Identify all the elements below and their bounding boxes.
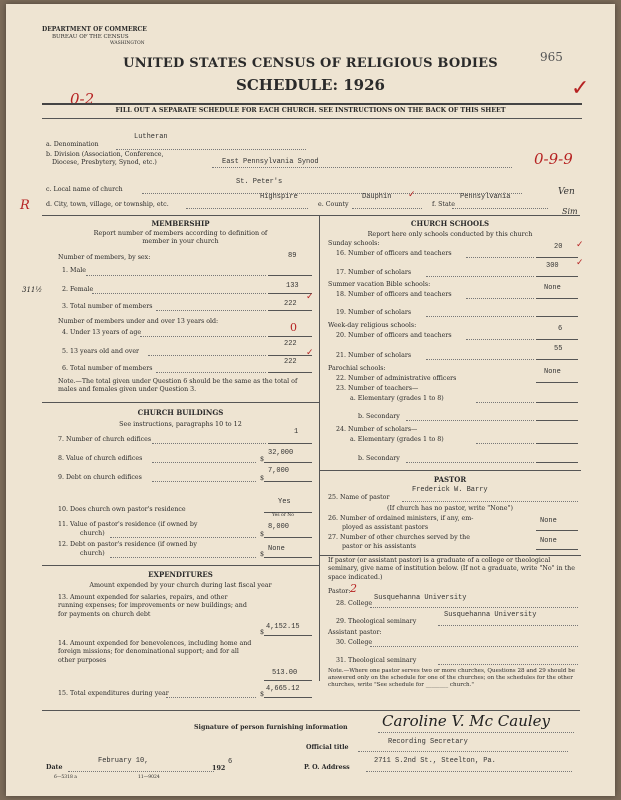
form-number: 6—5318 a [54, 775, 77, 780]
dollar-sign: $ [260, 474, 265, 482]
q20-value: 6 [558, 325, 563, 333]
parochial-schools-label: Parochial schools: [328, 365, 386, 372]
q13-value: 4,152.15 [266, 623, 300, 631]
q11-value: 8,000 [268, 523, 290, 531]
division-value: East Pennsylvania Synod [222, 158, 319, 166]
schools-title: CHURCH SCHOOLS [410, 219, 490, 228]
dollar-sign: $ [260, 455, 265, 463]
denomination-value: Lutheran [134, 133, 168, 141]
q17-value: 300 [546, 262, 559, 270]
po-address-value: 2711 S.2nd St., Steelton, Pa. [374, 757, 496, 765]
check-mark-icon: ✓ [576, 258, 584, 268]
buildings-title: CHURCH BUILDINGS [137, 408, 224, 417]
q14-value: 513.00 [272, 669, 298, 677]
q1-label: 1. Male [62, 267, 86, 274]
membership-intro: Report number of members according to definition of [93, 229, 268, 237]
q16-value: 20 [554, 243, 563, 251]
q22-label: 22. Number of administrative officers [336, 375, 457, 382]
q28-label: 28. College [336, 600, 373, 607]
print-number: 11—9024 [138, 775, 160, 780]
city-label: d. City, town, village, or township, etc. [46, 201, 169, 208]
q8-label: 8. Value of church edifices [58, 455, 143, 462]
year-digit: 6 [228, 758, 233, 766]
check-mark-icon: ✓ [408, 190, 416, 200]
expenditures-subtitle: Amount expended by your church during last fiscal year [89, 581, 272, 589]
q30-label: 30. College [336, 639, 373, 646]
yes-no-hint: Yes or No [272, 513, 294, 518]
q21-value: 55 [554, 345, 563, 353]
local-name-value: St. Peter's [236, 178, 283, 186]
assistant-pastor-subheading: Assistant pastor: [328, 629, 382, 636]
county-label: e. County [318, 201, 349, 208]
margin-note-sim: Sim [562, 207, 578, 216]
q7-value: 1 [294, 428, 299, 436]
bureau-label: BUREAU OF THE CENSUS [52, 34, 129, 40]
handwritten-mark-right: 0-9-9 [534, 150, 573, 168]
dollar-sign: $ [260, 550, 265, 558]
q4-value: 0 [290, 321, 297, 334]
q24-label: 24. Number of scholars— [336, 426, 418, 433]
check-mark-icon: ✓ [576, 240, 584, 250]
q9-label: 9. Debt on church edifices [58, 474, 142, 481]
form-subtitle: SCHEDULE: 1926 [236, 76, 385, 94]
official-title-label: Official title [306, 744, 349, 751]
q24b-label: b. Secondary [358, 455, 400, 462]
q5-value: 222 [284, 340, 297, 348]
q6-value: 222 [284, 358, 297, 366]
q26-value: None [540, 517, 557, 525]
q23a-label: a. Elementary (grades 1 to 8) [350, 395, 444, 402]
check-mark-icon: ✓ [571, 76, 590, 101]
signature-label: Signature of person furnishing information [194, 724, 348, 731]
header-rule-bottom [42, 118, 582, 119]
year-prefix: 192 [212, 764, 226, 772]
q2-label: 2. Female [62, 286, 94, 293]
q12-value: None [268, 545, 285, 553]
q6-label: 6. Total number of members [62, 365, 153, 372]
q25-value: Frederick W. Barry [412, 486, 488, 494]
dollar-sign: $ [260, 690, 265, 698]
local-name-label: c. Local name of church [46, 186, 123, 193]
county-value: Dauphin [362, 193, 392, 201]
pastor-mark: 2 [350, 582, 357, 595]
members-by-sex-value: 89 [288, 252, 297, 260]
dollar-sign: $ [260, 530, 265, 538]
check-mark-icon: ✓ [306, 348, 314, 358]
q17-label: 17. Number of scholars [336, 269, 412, 276]
handwritten-mark-left: 0-2 [70, 90, 95, 108]
members-by-sex-label: Number of members, by sex: [58, 254, 151, 261]
q20-label: 20. Number of officers and teachers [336, 332, 452, 339]
po-address-label: P. O. Address [304, 764, 350, 771]
division-label-2: Diocese, Presbytery, Synod, etc.) [52, 159, 157, 166]
q7-label: 7. Number of church edifices [58, 436, 152, 443]
state-value: Pennsylvania [460, 193, 511, 201]
q14-label: 14. Amount expended for benevolences, including home and foreign missions; for denominational support; and for all other purposes [58, 640, 252, 664]
date-label: Date [46, 764, 63, 771]
q29-label: 29. Theological seminary [336, 618, 417, 625]
handwritten-r: R [20, 198, 30, 213]
q12-label-2: church) [80, 550, 105, 557]
schools-intro: Report here only schools conducted by this church [367, 230, 533, 238]
weekday-schools-label: Week-day religious schools: [328, 322, 417, 329]
membership-intro-2: member in your church [142, 237, 219, 245]
buildings-subtitle: See instructions, paragraphs 10 to 12 [119, 420, 242, 428]
graduate-note: If pastor (or assistant pastor) is a graduate of a college or theological seminary, give name of institution below. (If not a graduate, write "No" in the space indicated.) [328, 557, 575, 581]
q26-label-2: ployed as assistant pastors [342, 524, 429, 531]
membership-note: Note.—The total given under Question 6 should be the same as the total of males and females given under Question 3. [58, 378, 298, 394]
header-rule-top [42, 103, 582, 105]
q27-label-2: pastor or his assistants [342, 543, 417, 550]
q18-value: None [544, 284, 561, 292]
city-value: Highspire [260, 193, 298, 201]
q9-value: 7,000 [268, 467, 290, 475]
sunday-schools-label: Sunday schools: [328, 240, 380, 247]
q18-label: 18. Number of officers and teachers [336, 291, 452, 298]
q13-label: 13. Amount expended for salaries, repairs, and other running expenses; for improvements or new buildings; and for payments on church debt [58, 594, 247, 618]
margin-note-ven: Ven [558, 187, 575, 197]
summer-schools-label: Summer vacation Bible schools: [328, 281, 431, 288]
q10-value: Yes [278, 498, 291, 506]
q12-label: 12. Debt on pastor's residence (if owned by [58, 541, 197, 548]
city-label: WASHINGTON [110, 41, 145, 46]
age-intro-label: Number of members under and over 13 years old: [58, 318, 219, 325]
q21-label: 21. Number of scholars [336, 352, 412, 359]
schedule-number: 965 [540, 50, 563, 64]
denomination-label: a. Denomination [46, 141, 99, 148]
check-mark-icon: ✓ [306, 292, 314, 302]
date-value: February 10, [98, 757, 149, 765]
q15-label: 15. Total expenditures during year [58, 690, 169, 697]
instruction-line: FILL OUT A SEPARATE SCHEDULE FOR EACH CHURCH. SEE INSTRUCTIONS ON THE BACK OF THIS SHEET [115, 107, 506, 114]
census-schedule-page [6, 4, 615, 796]
q26-label: 26. Number of ordained ministers, if any, em- [328, 515, 474, 522]
q22-value: None [544, 368, 561, 376]
q2-value: 133 [286, 282, 299, 290]
official-title-value: Recording Secretary [388, 738, 468, 746]
q8-value: 32,000 [268, 449, 294, 457]
q31-label: 31. Theological seminary [336, 657, 417, 664]
q15-value: 4,665.12 [266, 685, 300, 693]
column-divider [319, 215, 320, 681]
q28-value: Susquehanna University [374, 594, 467, 602]
q11-label-2: church) [80, 530, 105, 537]
membership-title: MEMBERSHIP [151, 219, 210, 228]
q23b-label: b. Secondary [358, 413, 400, 420]
q27-label: 27. Number of other churches served by the [328, 534, 470, 541]
signature-value: Caroline V. Mc Cauley [382, 712, 551, 730]
q25-label: 25. Name of pastor [328, 494, 390, 501]
q3-value: 222 [284, 300, 297, 308]
pastor-title: PASTOR [433, 475, 467, 484]
state-label: f. State [432, 201, 455, 208]
pastor-subheading: Pastor: [328, 588, 351, 595]
q4-label: 4. Under 13 years of age [62, 329, 142, 336]
q5-label: 5. 13 years old and over [62, 348, 140, 355]
margin-note-handwritten: 311½ [22, 286, 43, 294]
q23-label: 23. Number of teachers— [336, 385, 419, 392]
dollar-sign: $ [260, 628, 265, 636]
pastor-note: Note.—Where one pastor serves two or more churches, Questions 28 and 29 should be answered only on the schedule for one of the churches; on the schedules for the other churches, write "See schedule for ________ church." [328, 668, 576, 688]
q3-label: 3. Total number of members [62, 303, 153, 310]
department-label: DEPARTMENT OF COMMERCE [42, 26, 147, 33]
q10-label: 10. Does church own pastor's residence [58, 506, 186, 513]
division-label-1: b. Division (Association, Conference, [46, 151, 164, 158]
q27-value: None [540, 537, 557, 545]
expenditures-title: EXPENDITURES [148, 570, 213, 579]
q19-label: 19. Number of scholars [336, 309, 412, 316]
q29-value: Susquehanna University [444, 611, 537, 619]
form-title: UNITED STATES CENSUS OF RELIGIOUS BODIES [123, 56, 498, 71]
q24a-label: a. Elementary (grades 1 to 8) [350, 436, 444, 443]
q25-note: (If church has no pastor, write "None") [387, 504, 513, 512]
q11-label: 11. Value of pastor's residence (if owned by [58, 521, 198, 528]
q16-label: 16. Number of officers and teachers [336, 250, 452, 257]
